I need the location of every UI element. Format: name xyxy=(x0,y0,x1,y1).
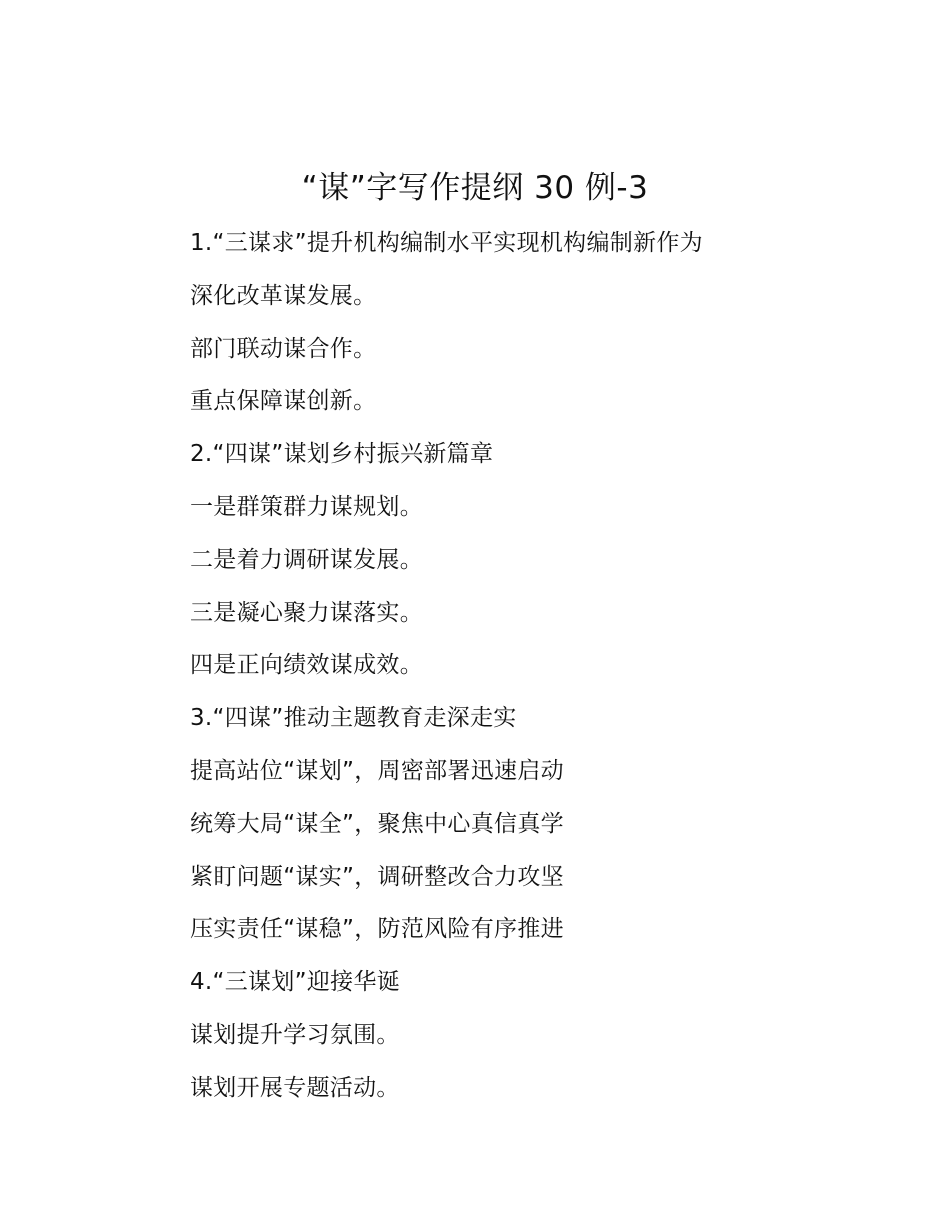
body-line: 谋划开展专题活动。 xyxy=(190,1074,400,1101)
body-line: 深化改革谋发展。 xyxy=(190,282,377,309)
body-line: 三是凝心聚力谋落实。 xyxy=(190,599,423,626)
body-line: 一是群策群力谋规划。 xyxy=(190,493,423,520)
body-line: 提高站位“谋划”，周密部署迅速启动 xyxy=(190,757,564,784)
body-line: 紧盯问题“谋实”，调研整改合力攻坚 xyxy=(190,863,564,890)
heading-1: 1.“三谋求”提升机构编制水平实现机构编制新作为 xyxy=(190,230,703,256)
body-line: 二是着力调研谋发展。 xyxy=(190,546,423,573)
body-line: 四是正向绩效谋成效。 xyxy=(190,652,423,679)
body-line: 部门联动谋合作。 xyxy=(190,335,377,362)
heading-2: 2.“四谋”谋划乡村振兴新篇章 xyxy=(190,441,494,468)
body-line: 统筹大局“谋全”，聚焦中心真信真学 xyxy=(190,810,564,837)
body-line: 压实责任“谋稳”，防范风险有序推进 xyxy=(190,916,564,943)
body-line: 谋划提升学习氛围。 xyxy=(190,1021,400,1048)
document-body xyxy=(190,221,770,1119)
body-line: 重点保障谋创新。 xyxy=(190,388,377,415)
heading-4: 4.“三谋划”迎接华诞 xyxy=(190,969,401,996)
document-title: “谋”字写作提纲 30 例-3 xyxy=(301,170,649,206)
heading-3: 3.“四谋”推动主题教育走深走实 xyxy=(190,705,517,732)
